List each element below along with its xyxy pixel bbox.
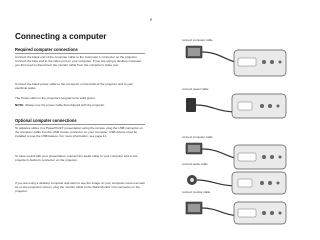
power-plug-icon — [186, 98, 196, 112]
required-paragraph-3: The Power LED on the projector's keypad turns solid green. — [15, 96, 96, 100]
caption-audio-cable: connect audio cable — [182, 162, 208, 166]
caption-monitor-cable: connect monitor cable — [182, 190, 211, 194]
caption-power-cable: connect power cable — [182, 87, 209, 91]
caption-computer-cable-1: connect computer cable — [182, 38, 213, 42]
required-paragraph-2: Connect the black power cable to the connector on the back of the projector and to your electrical outlet. — [15, 82, 134, 91]
caption-computer-cable-2: connect computer cable — [182, 135, 213, 139]
required-paragraph-1: Connect the black end of the computer cable to the Computer 1 connector on the projector. Connect the blue end to the video port on your computer. If you are using a desktop computer, you first need to disconnect the monitor cable from the computer's video port. — [15, 55, 142, 68]
note-label: NOTE — [15, 103, 24, 107]
page-number: 8 — [150, 18, 152, 22]
section-title-optional: Optional computer connections — [15, 118, 77, 123]
optional-paragraph-3: If you are using a desktop computer and want to see the image on your computer screen as well as on the projection screen, plug the monitor cable to the black Monitor Out connector on the projector. — [15, 181, 145, 194]
computer-cable-illustration — [182, 42, 292, 78]
optional-paragraph-2: To have sound with your presentation, connect the audio cable to your computer and to the projector's Audio In connector on the projector. — [15, 154, 138, 163]
section-divider — [15, 53, 145, 54]
optional-paragraph-1: To advance slides in a PowerPoint® presentation using the remote, plug the USB connector on the computer cable into the USB mouse connector on your computer. USB drivers must be installed to use the USB feature. For more information, see page 11. — [15, 126, 143, 139]
power-cable-illustration — [182, 90, 292, 120]
section-title-required: Required computer connections — [15, 47, 78, 52]
monitor-cable-illustration — [182, 194, 292, 226]
note-paragraph — [15, 103, 145, 107]
note-text: : Always use the power cable that shipped with the projector. — [23, 103, 105, 107]
section-divider — [15, 124, 145, 125]
page-title: Connecting a computer — [15, 32, 107, 41]
